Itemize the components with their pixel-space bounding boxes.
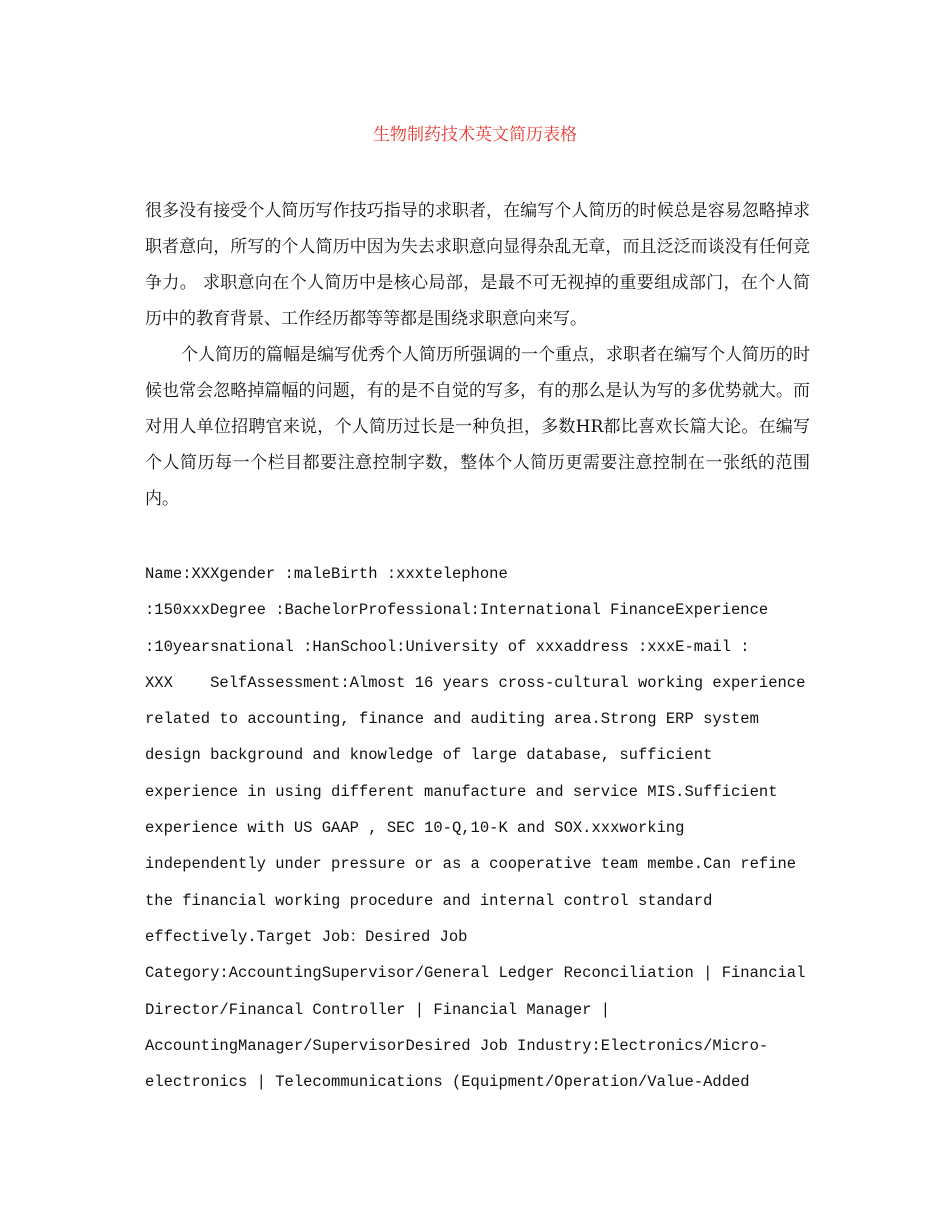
- resume-line: design background and knowledge of large database, sufficient: [145, 746, 713, 765]
- resume-line: related to accounting, finance and auditing area.Strong ERP system: [145, 710, 759, 729]
- resume-line: experience with US GAAP , SEC 10-Q,10-K and SOX.xxxworking: [145, 819, 685, 838]
- intro-text: [145, 193, 810, 517]
- resume-text: [145, 556, 810, 1100]
- intro-paragraph-2: 个人简历的篇幅是编写优秀个人简历所强调的一个重点，求职者在编写个人简历的时候也常会忽略掉篇幅的问题，有的是不自觉的写多，有的那么是认为写的多优势就大。而对用人单位招聘官来说，个人简历过长是一种负担，多数HR都比喜欢长篇大论。在编写个人简历每一个栏目都要注意控制字数，整体个人简历更需要注意控制在一张纸的范围内。: [145, 345, 810, 509]
- resume-line: :150xxxDegree :BachelorProfessional:International FinanceExperience: [145, 601, 769, 620]
- resume-line: electronics | Telecommunications (Equipment/Operation/Value-Added: [145, 1073, 750, 1092]
- resume-line: the financial working procedure and internal control standard: [145, 891, 713, 910]
- resume-line: independently under pressure or as a cooperative team membe.Can refine: [145, 855, 797, 874]
- resume-line: Category:AccountingSupervisor/General Ledger Reconciliation | Financial: [145, 964, 806, 983]
- resume-line: effectively.Target Job：Desired Job: [145, 927, 468, 946]
- resume-line: Name:XXXgender :maleBirth :xxxtelephone: [145, 565, 508, 583]
- document-title: 生物制药技术英文简历表格: [373, 125, 577, 145]
- resume-line: Director/Financal Controller | Financial Manager |: [145, 1000, 611, 1019]
- resume-line: AccountingManager/SupervisorDesired Job Industry:Electronics/Micro-: [145, 1036, 769, 1055]
- intro-paragraph-1: 很多没有接受个人简历写作技巧指导的求职者，在编写个人简历的时候总是容易忽略掉求职者意向，所写的个人简历中因为失去求职意向显得杂乱无章，而且泛泛而谈没有任何竞争力。 求职意向在个人简历中是核心局部，是最不可无视掉的重要组成部门，在个人简历中的教育背景、工作经历都等等都是围绕求职意向来写。: [145, 201, 810, 329]
- resume-line: XXX SelfAssessment:Almost 16 years cross-cultural working experience: [145, 673, 806, 692]
- resume-line: :10yearsnational :HanSchool:University of xxxaddress :xxxE-mail :: [145, 637, 750, 656]
- resume-line: experience in using different manufacture and service MIS.Sufficient: [145, 782, 778, 801]
